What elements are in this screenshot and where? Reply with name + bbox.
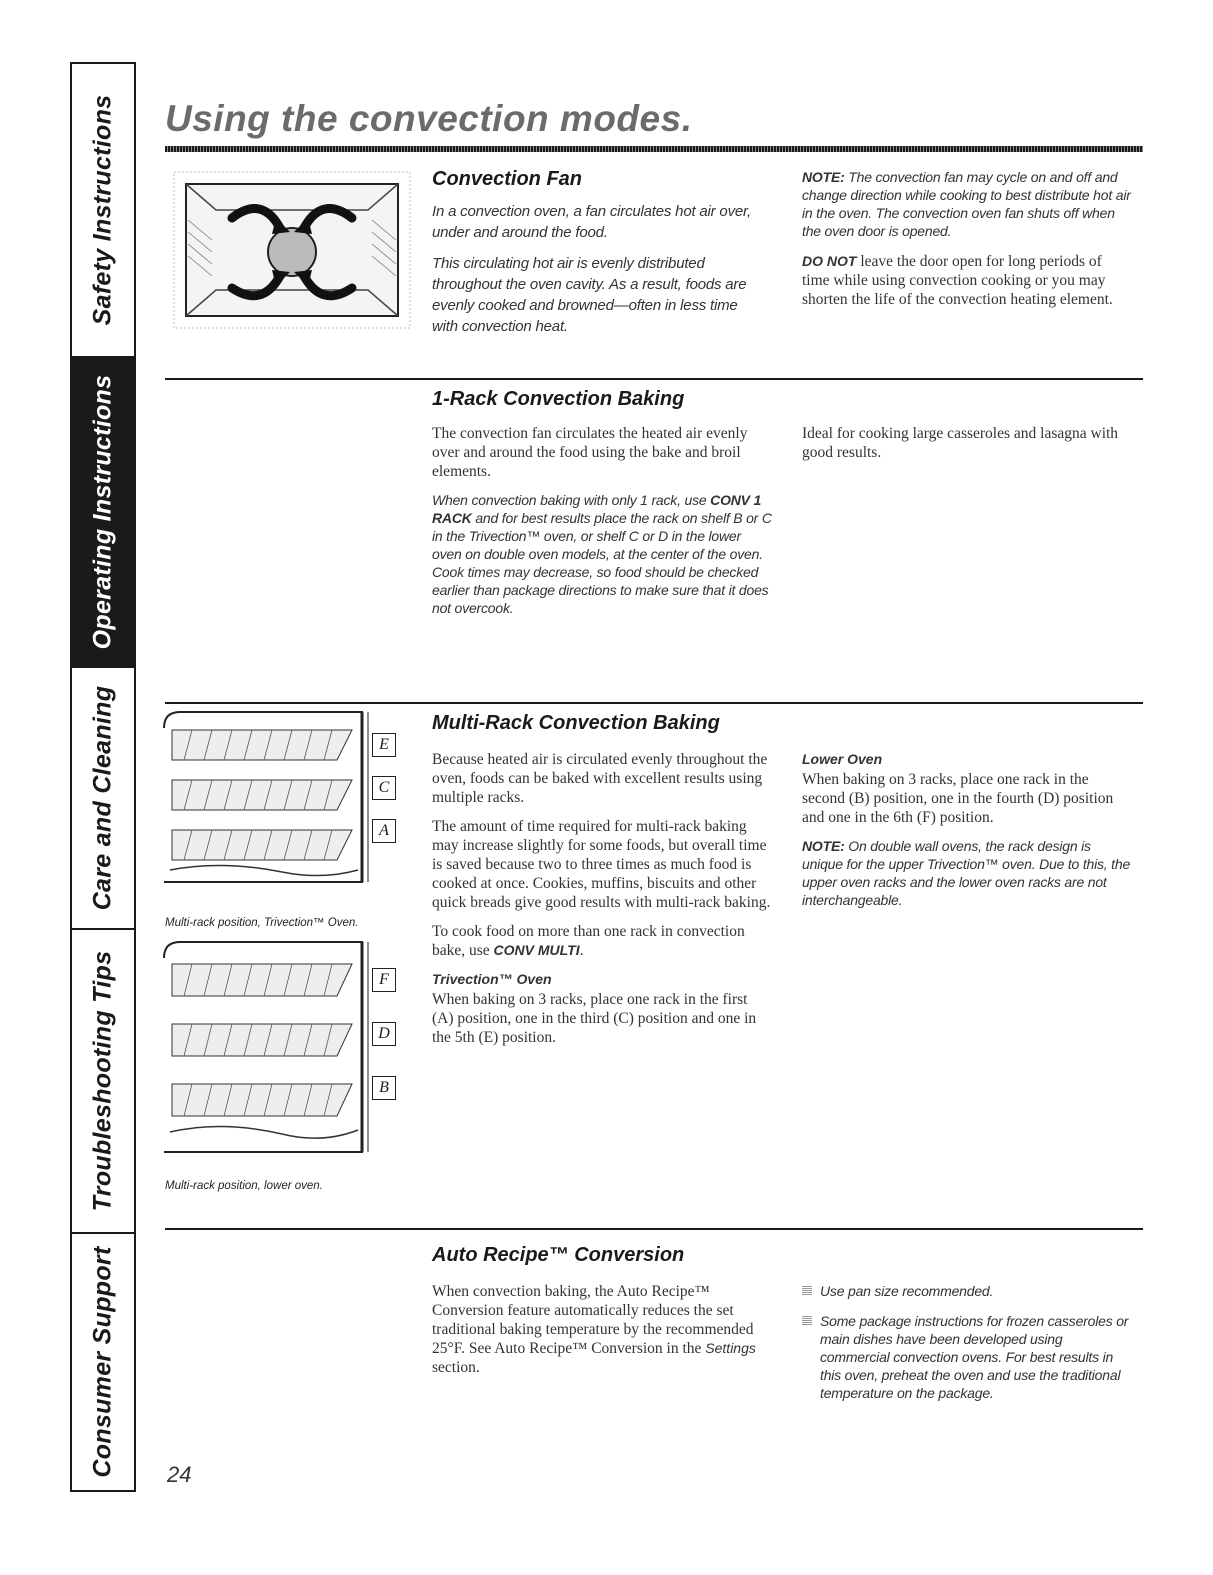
rack-position-label: A [372, 819, 396, 843]
paragraph: In a convection oven, a fan circulates hot air over, under and around the food. [432, 203, 751, 241]
paragraph: The amount of time required for multi-rack baking may increase slightly for some foods, but overall time is saved because two to three times as much food is cooked at once. Cookies, muffins, biscuits and other quick breads give good results with multi-rack baking. [432, 818, 771, 911]
tips-list [802, 1282, 1132, 1402]
rack-position-label: C [372, 776, 396, 800]
subheading: Lower Oven [802, 751, 883, 767]
trivection-oven-instructions [432, 970, 772, 1047]
section-divider [165, 378, 1143, 380]
tab-safety-instructions[interactable] [72, 64, 134, 358]
one-rack-heading: 1-Rack Convection Baking [432, 388, 685, 410]
list-item-text: Some package instructions for frozen casseroles or main dishes have been developed using commercial convection ovens. For best results in this oven, preheat the oven and use the traditional temperature on the package. [820, 1313, 1129, 1401]
convection-fan-heading: Convection Fan [432, 168, 583, 190]
bullet-icon [802, 1286, 812, 1295]
lower-oven-instructions [802, 750, 1132, 919]
warning-label: DO NOT [802, 253, 857, 269]
auto-recipe-tips [802, 1282, 1132, 1414]
paragraph: When baking on 3 racks, place one rack in the second (B) position, one in the fourth (D) position and one in the 6th (F) position. [802, 771, 1114, 826]
multi-rack-text [432, 750, 772, 1047]
tab-label: Care and Cleaning [88, 685, 117, 911]
warning-text: leave the door open for long periods of time while using convection cooking or you may shorten the life of the convection heating element. [802, 253, 1113, 308]
rack-position-label: E [372, 733, 396, 757]
rack-position-label: F [372, 968, 396, 992]
section-tab-bar [70, 62, 136, 1492]
auto-recipe-heading: Auto Recipe™ Conversion [432, 1244, 685, 1266]
tab-consumer-support[interactable] [72, 1234, 134, 1490]
paragraph: The convection fan circulates the heated air evenly over and around the food using the bake and broil elements. [432, 425, 748, 480]
page-title: Using the convection modes. [165, 98, 693, 139]
section-divider [165, 1228, 1143, 1230]
rack-position-label: D [372, 1022, 396, 1046]
auto-recipe-text [432, 1282, 772, 1387]
oven-fan-illustration [172, 170, 412, 330]
tab-label: Safety Instructions [88, 94, 117, 326]
note-label: NOTE: [802, 838, 845, 854]
rack-position-label: B [372, 1076, 396, 1100]
figure-caption: Multi-rack position, lower oven. [165, 1180, 323, 1192]
text-run: . [579, 942, 584, 959]
text-run: section. [432, 1359, 480, 1376]
tab-troubleshooting-tips[interactable] [72, 930, 134, 1234]
subheading: Trivection™ Oven [432, 971, 552, 987]
tab-care-and-cleaning[interactable] [72, 668, 134, 930]
note-text: On double wall ovens, the rack design is unique for the upper Trivection™ oven. Due to this, the upper oven racks and the lower oven racks are not interchangeable. [802, 838, 1131, 908]
tab-operating-instructions[interactable] [72, 358, 134, 668]
paragraph: Because heated air is circulated evenly throughout the oven, foods can be baked with excellent results using multiple racks. [432, 751, 768, 806]
multi-rack-heading: Multi-Rack Convection Baking [432, 712, 720, 734]
one-rack-text [432, 424, 772, 627]
section-divider [165, 702, 1143, 704]
text-run: When convection baking, the Auto Recipe™ Conversion feature automatically reduces the set traditional baking temperature by the recommended 25°F. See Auto Recipe™ Conversion in the [432, 1283, 754, 1357]
list-item [802, 1312, 1132, 1402]
list-item [802, 1282, 1132, 1300]
paragraph [432, 922, 772, 960]
tab-label: Troubleshooting Tips [88, 950, 117, 1212]
text-run: and for best results place the rack on shelf B or C in the Trivection™ oven, or shelf C or D in the lower oven on double oven models, at the center of the oven. Cook times may decrease, so food should be checked earlier than package directions to make sure that it does not overcook. [432, 510, 772, 616]
bullet-icon [802, 1316, 812, 1325]
paragraph: When baking on 3 racks, place one rack in the first (A) position, one in the third (C) position and one in the 5th (E) position. [432, 991, 757, 1046]
text-run: When convection baking with only 1 rack, use [432, 492, 711, 508]
text-run: To cook food on more than one rack in convection bake, use [432, 923, 745, 959]
mode-name: CONV 1 RACK [432, 492, 762, 526]
page-number: 24 [167, 1462, 192, 1487]
paragraph: This circulating hot air is evenly distributed throughout the oven cavity. As a result, foods are evenly cooked and browned—often in less time with convection heat. [432, 255, 747, 335]
convection-fan-notes [802, 168, 1132, 319]
note-text: The convection fan may cycle on and off and change direction while cooking to best distribute hot air in the oven. The convection oven fan shuts off when the oven door is opened. [802, 169, 1131, 239]
tab-label: Consumer Support [88, 1246, 117, 1478]
tab-label: Operating Instructions [88, 374, 117, 650]
title-divider [165, 146, 1143, 152]
paragraph: Ideal for cooking large casseroles and lasagna with good results. [802, 425, 1119, 461]
text-run: Settings [705, 1340, 756, 1356]
convection-fan-text [432, 201, 767, 347]
note-label: NOTE: [802, 169, 845, 185]
list-item-text: Use pan size recommended. [820, 1283, 994, 1299]
figure-caption: Multi-rack position, Trivection™ Oven. [165, 917, 359, 929]
mode-name: CONV MULTI [493, 942, 580, 958]
one-rack-right-text [802, 424, 1132, 472]
